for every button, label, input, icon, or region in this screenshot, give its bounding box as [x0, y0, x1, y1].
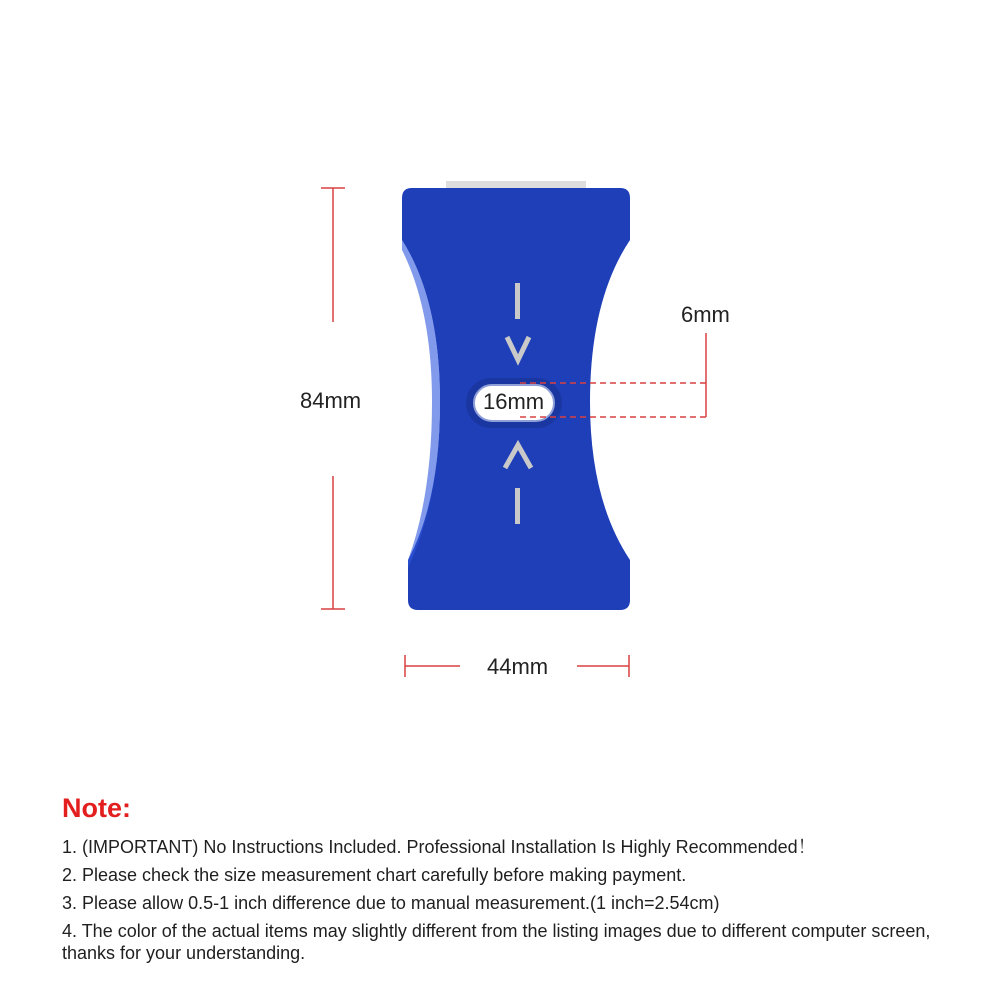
notes-section: [62, 792, 972, 970]
top-edge: [446, 181, 586, 189]
note-item-4: 4. The color of the actual items may slightly different from the listing images due to different computer screen, thanks for your understanding.: [62, 921, 931, 964]
height-dimension-label: 84mm: [300, 388, 362, 413]
top-bar-marker: [515, 283, 520, 319]
thickness-dimension-label: 6mm: [681, 302, 730, 327]
note-list: [62, 836, 972, 964]
note-item-2: 2. Please check the size measurement chart carefully before making payment.: [62, 865, 687, 886]
slot-dimension-label: 16mm: [483, 389, 545, 414]
note-title: Note:: [62, 793, 131, 823]
width-dimension-label: 44mm: [487, 654, 549, 679]
bottom-bar-marker: [515, 488, 520, 524]
note-item-3: 3. Please allow 0.5-1 inch difference due to manual measurement.(1 inch=2.54cm): [62, 893, 720, 914]
note-item-1: 1. (IMPORTANT) No Instructions Included. Professional Installation Is Highly Recommended！: [62, 837, 816, 858]
